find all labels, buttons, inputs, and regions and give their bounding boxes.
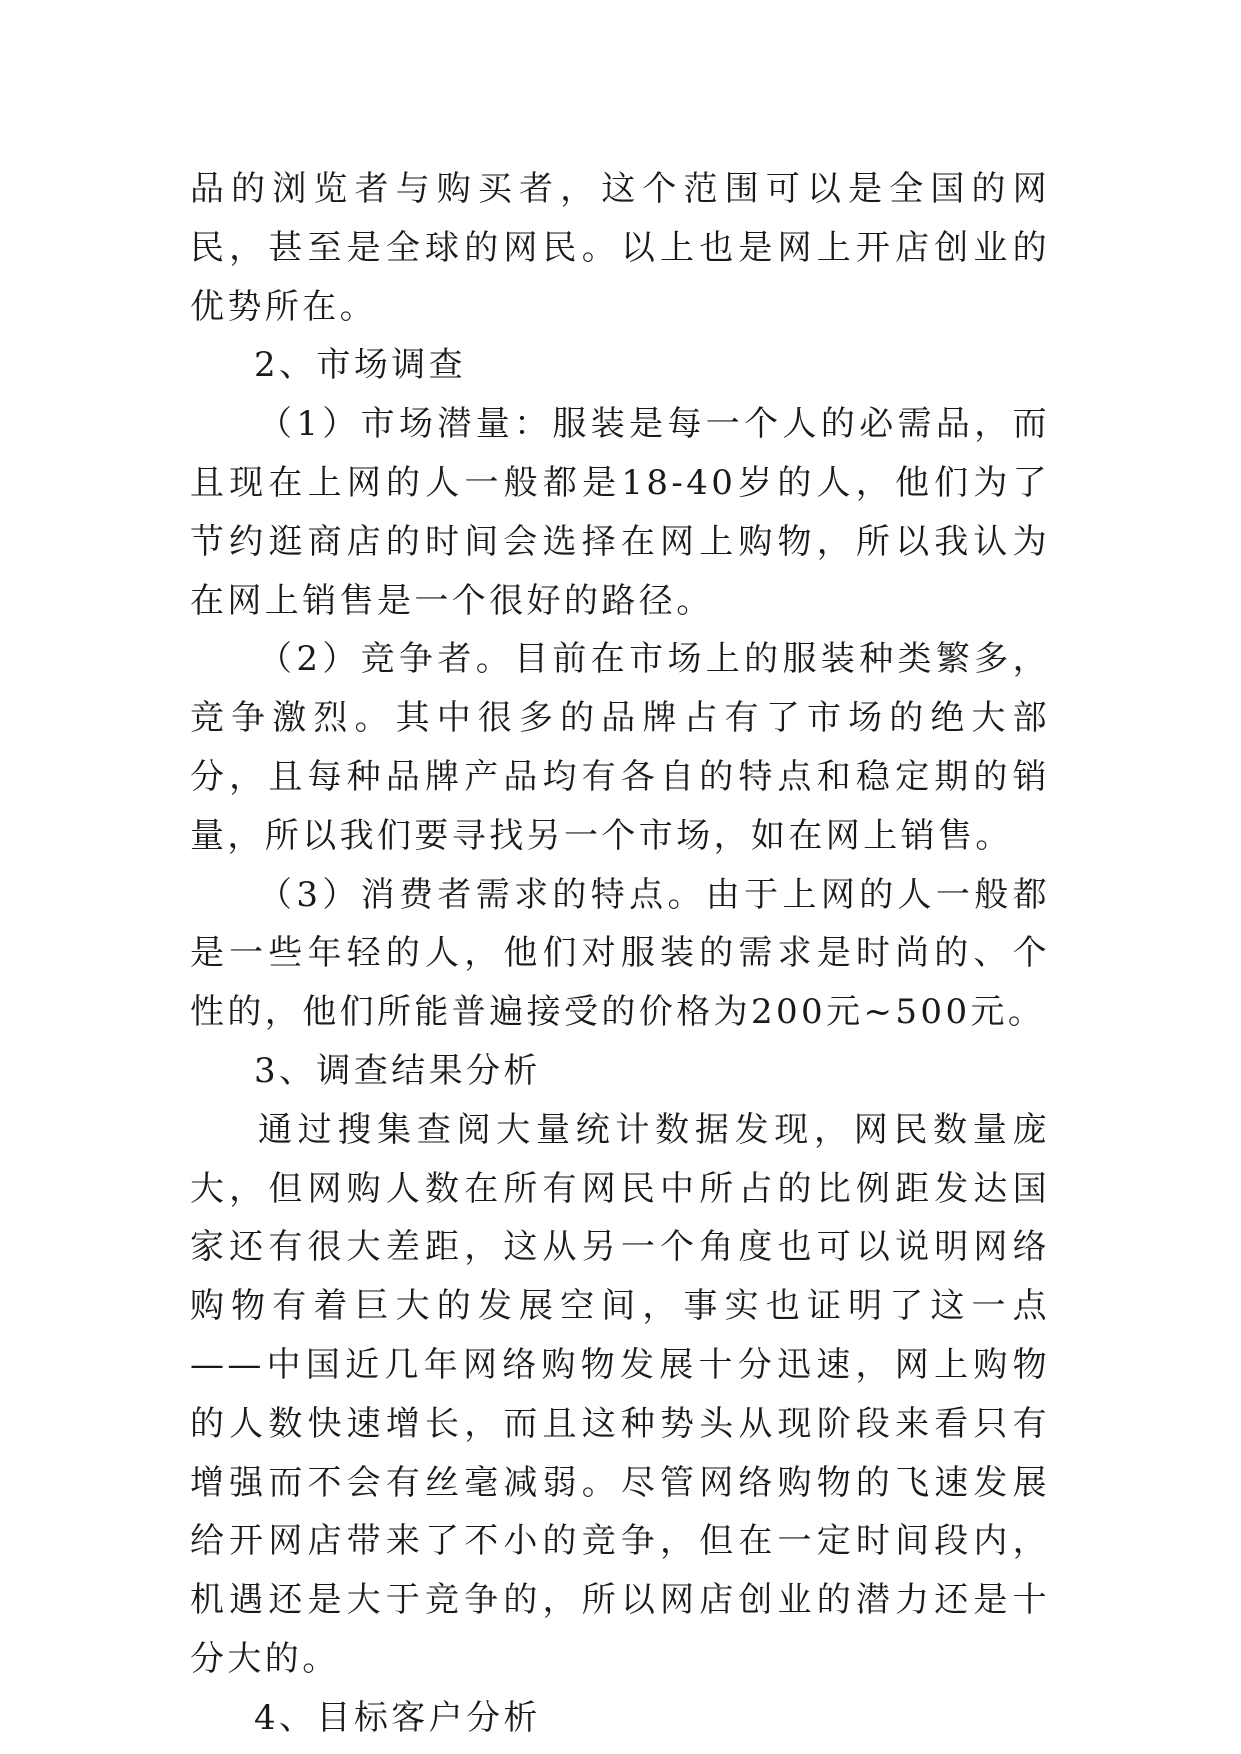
section-heading-target-customers: 4、目标客户分析 xyxy=(254,1697,541,1738)
paragraph-continuation: 品的浏览者与购买者，这个范围可以是全国的网民，甚至是全球的网民。以上也是网上开店创业的优势所在。 xyxy=(190,169,1050,327)
paragraph-consumer-demand: （3）消费者需求的特点。由于上网的人一般都是一些年轻的人，他们对服装的需求是时尚的、个性的，他们所能普遍接受的价格为200元~500元。 xyxy=(190,874,1050,1033)
section-heading-survey-analysis: 3、调查结果分析 xyxy=(254,1050,541,1091)
paragraph-analysis-body: 通过搜集查阅大量统计数据发现，网民数量庞大，但网购人数在所有网民中所占的比例距发达国家还有很大差距，这从另一个角度也可以说明网络购物有着巨大的发展空间，事实也证明了这一点——中国近几年网络购物发展十分迅速，网上购物的人数快速增长，而且这种势头从现阶段来看只有增强而不会有丝毫减弱。尽管网络购物的飞速发展给开网店带来了不小的竞争，但在一定时间段内，机遇还是大于竞争的，所以网店创业的潜力还是十分大的。 xyxy=(190,1109,1050,1679)
paragraph-market-potential: （1）市场潜量：服装是每一个人的必需品，而且现在上网的人一般都是18-40岁的人，他们为了节约逛商店的时间会选择在网上购物，所以我认为在网上销售是一个很好的路径。 xyxy=(190,404,1050,621)
paragraph-competitors: （2）竞争者。目前在市场上的服装种类繁多，竞争激烈。其中很多的品牌占有了市场的绝大部分，且每种品牌产品均有各自的特点和稳定期的销量，所以我们要寻找另一个市场，如在网上销售。 xyxy=(190,639,1050,856)
document-body xyxy=(190,160,1050,1748)
section-heading-market-survey: 2、市场调查 xyxy=(254,345,467,386)
